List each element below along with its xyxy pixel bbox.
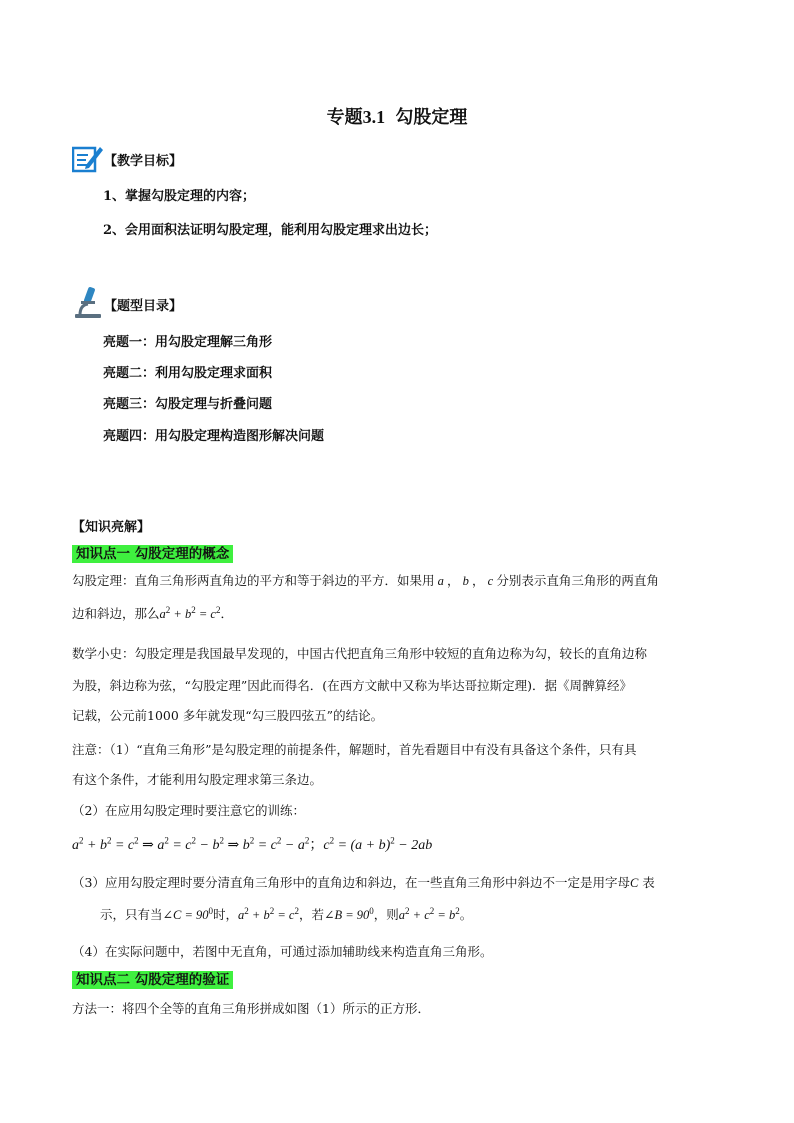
method-line-1: 方法一：将四个全等的直角三角形拼成如图（1）所示的正方形．	[72, 1001, 430, 1016]
history-line-2: 为股，斜边称为弦，“勾股定理”因此而得名．(在西方文献中又称为毕达哥拉斯定理)．据《周髀算经》	[72, 678, 633, 693]
knowledge-heading: 【知识亮解】	[72, 520, 151, 535]
note-line-3: （2）在应用勾股定理时要注意它的训练：	[72, 803, 305, 818]
goal-item-2: 2、会用面积法证明勾股定理，能利用勾股定理求出边长；	[103, 223, 438, 238]
definition-line-2: 边和斜边，那么$a^2 + b^2 = c^2$．	[72, 604, 233, 621]
type-item-4: 亮题四：用勾股定理构造图形解决问题	[103, 429, 325, 444]
goals-heading: 【教学目标】	[104, 154, 183, 169]
note-line-1: 注意：（1）“直角三角形”是勾股定理的前提条件，解题时，首先看题目中有没有具备这个条件，只有具	[72, 742, 637, 757]
knowledge-point-1-heading: 知识点一 勾股定理的概念	[72, 545, 233, 563]
goal-item-1: 1、掌握勾股定理的内容；	[103, 189, 256, 204]
note-line-4: （3）应用勾股定理时要分清直角三角形中的直角边和斜边，在一些直角三角形中斜边不一定是用字母C 表	[72, 875, 655, 890]
type-item-1: 亮题一：用勾股定理解三角形	[103, 335, 273, 350]
page-title: 专题3.1 勾股定理	[326, 107, 468, 128]
type-item-3: 亮题三：勾股定理与折叠问题	[103, 397, 273, 412]
types-heading: 【题型目录】	[104, 299, 183, 314]
definition-line-1: 勾股定理：直角三角形两直角边的平方和等于斜边的平方．如果用 a ， b ， c 分别表示直角三角形的两直角	[72, 573, 659, 588]
note-line-5: 示，只有当∠C = $90^0$时，$a^2 + b^2 = c^2$，若∠B = $90^0$，则$a^2 + c^2 = b^2$。	[100, 905, 473, 922]
notepad-pencil-icon	[72, 143, 102, 173]
note-line-2: 有这个条件，才能利用勾股定理求第三条边。	[72, 772, 323, 787]
history-line-3: 记载，公元前1000 多年就发现“勾三股四弦五”的结论。	[72, 708, 384, 723]
type-item-2: 亮题二：利用勾股定理求面积	[103, 366, 273, 381]
note-line-6: （4）在实际问题中，若图中无直角，可通过添加辅助线来构造直角三角形。	[72, 944, 493, 959]
knowledge-point-2-heading: 知识点二 勾股定理的验证	[72, 971, 233, 989]
microscope-icon	[72, 285, 102, 315]
history-line-1: 数学小史：勾股定理是我国最早发现的，中国古代把直角三角形中较短的直角边称为勾，较长的直角边称	[72, 646, 648, 661]
formula-line: $a^2 + b^2 = c^2$ ⇒ $a^2 = c^2 - b^2$ ⇒ $b^2 = c^2 - a^2$；$c^2 = (a + b)^2 - 2ab$	[72, 835, 433, 853]
